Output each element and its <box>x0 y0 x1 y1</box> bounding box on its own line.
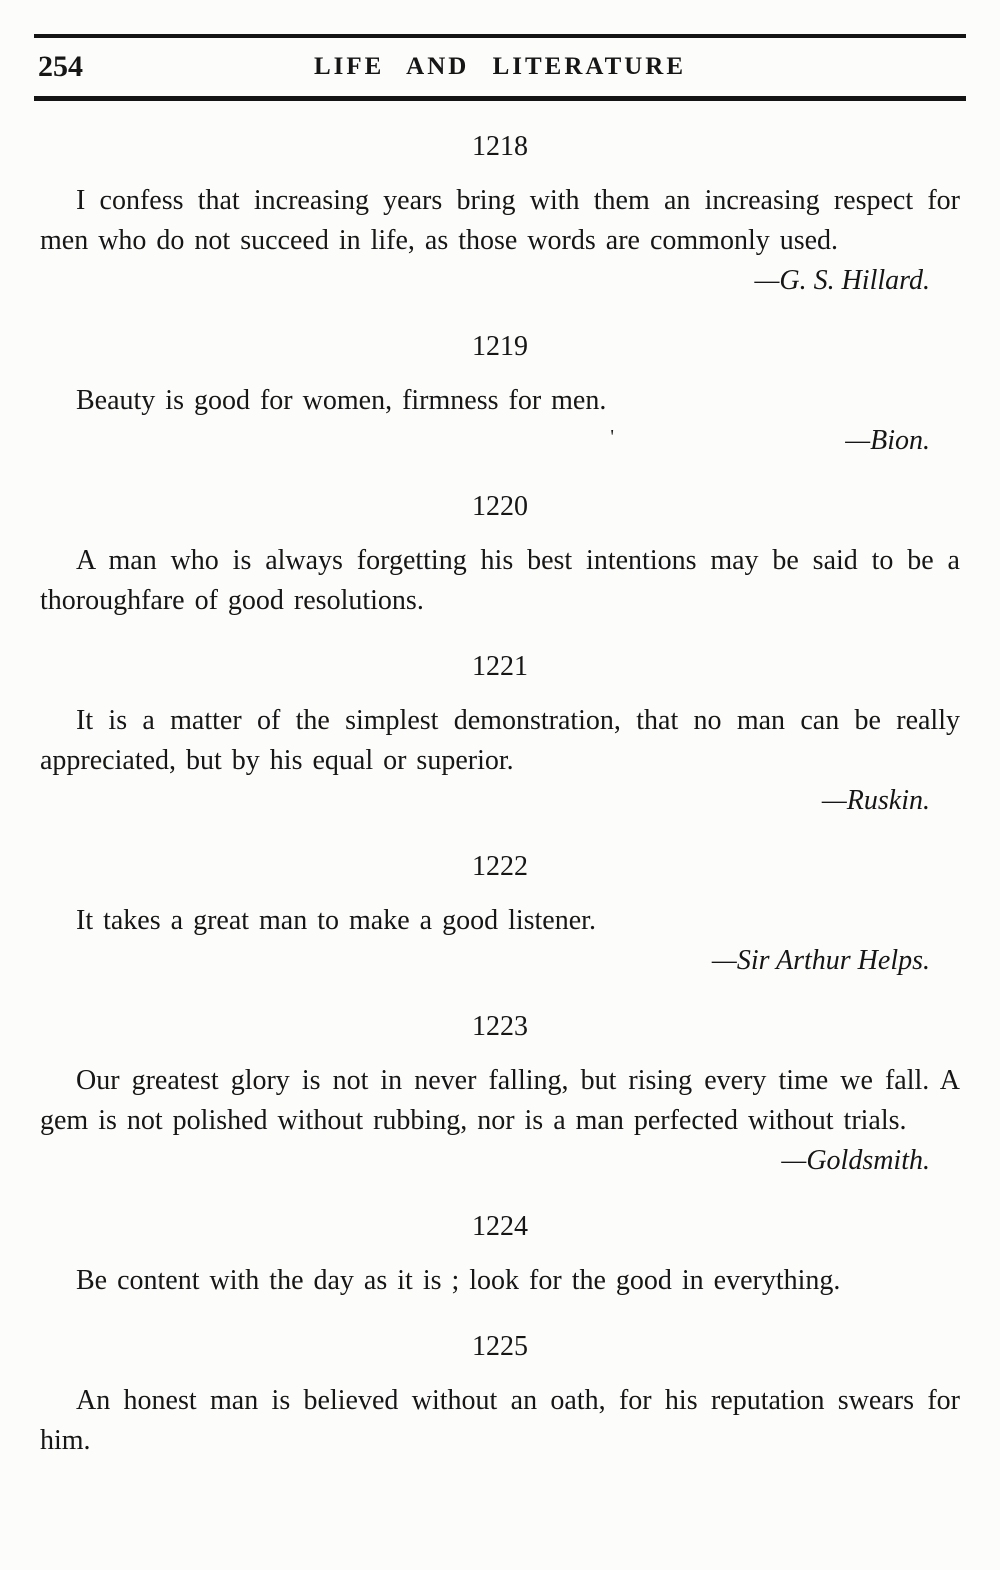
quote-1220 <box>40 487 960 621</box>
quote-number: 1221 <box>472 651 528 682</box>
attribution-line <box>40 781 960 821</box>
quote-number: 1223 <box>472 1011 528 1042</box>
quote-1223 <box>40 1007 960 1181</box>
page-header <box>0 38 1000 96</box>
attribution-line <box>40 421 960 461</box>
attribution-line <box>40 941 960 981</box>
quote-1224 <box>40 1207 960 1301</box>
quote-number: 1219 <box>472 331 528 362</box>
quote-text: A man who is always forgetting his best intentions may be said to be a thoroughfare of good resolutions. <box>40 545 960 616</box>
quote-number: 1222 <box>472 851 528 882</box>
quote-attribution: —Ruskin. <box>821 785 930 816</box>
quote-1222 <box>40 847 960 981</box>
stray-print-mark: ' <box>610 426 614 448</box>
quote-1221 <box>40 647 960 821</box>
quote-attribution: —Sir Arthur Helps. <box>711 945 930 976</box>
quote-number: 1224 <box>472 1211 528 1242</box>
page-number: 254 <box>38 50 83 83</box>
quote-number: 1220 <box>472 491 528 522</box>
page-title: LIFE AND LITERATURE <box>313 53 687 80</box>
quote-1219 <box>40 327 960 461</box>
header-rule <box>34 96 966 101</box>
attribution-line <box>40 261 960 301</box>
quote-attribution: —G. S. Hillard. <box>754 265 930 296</box>
quote-text: Beauty is good for women, firmness for men. <box>76 385 607 416</box>
quote-text: It takes a great man to make a good listener. <box>76 905 596 936</box>
quote-1218 <box>40 127 960 301</box>
quote-text: An honest man is believed without an oath, for his reputation swears for him. <box>40 1385 960 1456</box>
quote-text: Be content with the day as it is ; look for the good in everything. <box>76 1265 841 1296</box>
quote-text: Our greatest glory is not in never falling, but rising every time we fall. A gem is not polished without rubbing, nor is a man perfected without trials. <box>40 1065 960 1136</box>
attribution-line <box>40 1141 960 1181</box>
quote-number: 1218 <box>472 131 528 162</box>
page-content <box>0 127 1000 1461</box>
quote-text: It is a matter of the simplest demonstration, that no man can be really appreciated, but by his equal or superior. <box>40 705 960 776</box>
quote-1225 <box>40 1327 960 1461</box>
quote-number: 1225 <box>472 1331 528 1362</box>
quote-text: I confess that increasing years bring with them an increasing respect for men who do not succeed in life, as those words are commonly used. <box>40 185 960 256</box>
quote-attribution: —Bion. <box>845 425 930 456</box>
quote-attribution: —Goldsmith. <box>781 1145 930 1176</box>
